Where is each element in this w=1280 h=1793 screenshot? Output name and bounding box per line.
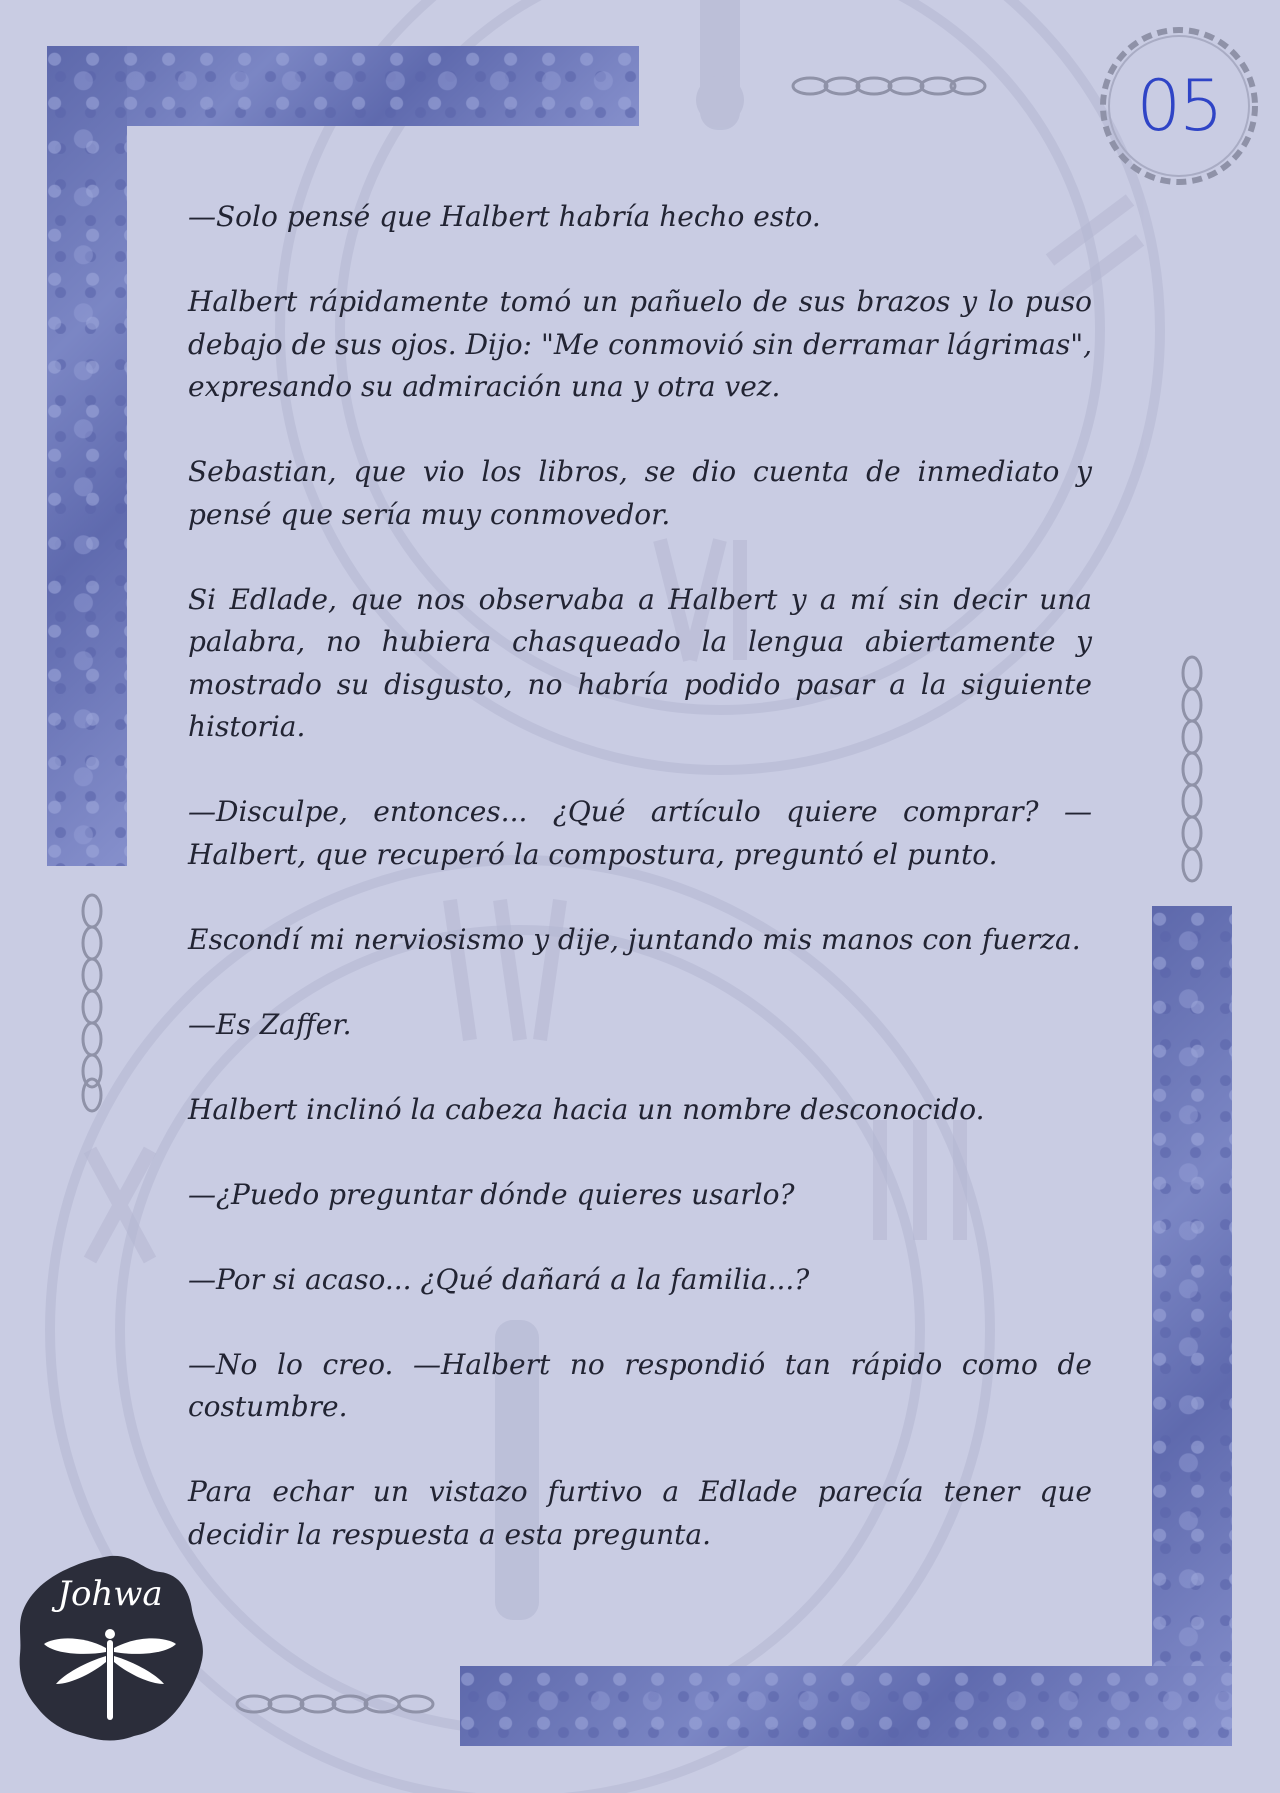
floral-border-right <box>1152 906 1232 1746</box>
paragraph: —Solo pensé que Halbert habría hecho esto. <box>188 200 821 233</box>
paragraph: Sebastian, que vio los libros, se dio cuenta de inmediato y pensé que sería muy conmovedor. <box>188 455 1092 531</box>
floral-border-bottom <box>460 1666 1232 1746</box>
floral-border-top <box>47 46 639 126</box>
chain-ornament-bottom-icon <box>234 1690 444 1718</box>
johwa-logo <box>14 1552 206 1744</box>
paragraph: —¿Puedo preguntar dónde quieres usarlo? <box>188 1177 795 1211</box>
dragonfly-icon <box>14 1552 206 1744</box>
paragraph: Si Edlade, que nos observaba a Halbert y a mí sin decir una palabra, no hubiera chasqueado la lengua abiertamente y mostrado su disgusto, no habría podido pasar a la siguiente historia. <box>188 582 1092 743</box>
paragraph: —Por si acaso... ¿Qué dañará a la familia...? <box>188 1262 810 1296</box>
page-number-badge <box>1095 22 1263 190</box>
paragraph: —No lo creo. —Halbert no respondió tan rápido como de costumbre. <box>188 1347 1092 1423</box>
chain-ornament-left-icon <box>78 893 106 1113</box>
paragraph: Para echar un vistazo furtivo a Edlade parecía tener que decidir la respuesta a esta pregunta. <box>188 1475 1092 1551</box>
paragraph: —Es Zaffer. <box>188 1007 352 1041</box>
paragraph: Halbert inclinó la cabeza hacia un nombre desconocido. <box>188 1092 985 1126</box>
story-text <box>188 196 1092 1599</box>
page-number: 05 <box>1136 65 1222 147</box>
floral-border-left <box>47 46 127 866</box>
logo-title: Johwa <box>57 1574 163 1614</box>
chain-ornament-right-icon <box>1178 655 1206 887</box>
paragraph: Halbert rápidamente tomó un pañuelo de sus brazos y lo puso debajo de sus ojos. Dijo: "Me conmovió sin derramar lágrimas", expresando su admiración una y otra vez. <box>188 285 1092 403</box>
paragraph: Escondí mi nerviosismo y dije, juntando mis manos con fuerza. <box>188 922 1081 956</box>
paragraph: —Disculpe, entonces... ¿Qué artículo quiere comprar? —Halbert, que recuperó la compostura, preguntó el punto. <box>188 795 1092 871</box>
chain-ornament-top-icon <box>790 72 990 100</box>
